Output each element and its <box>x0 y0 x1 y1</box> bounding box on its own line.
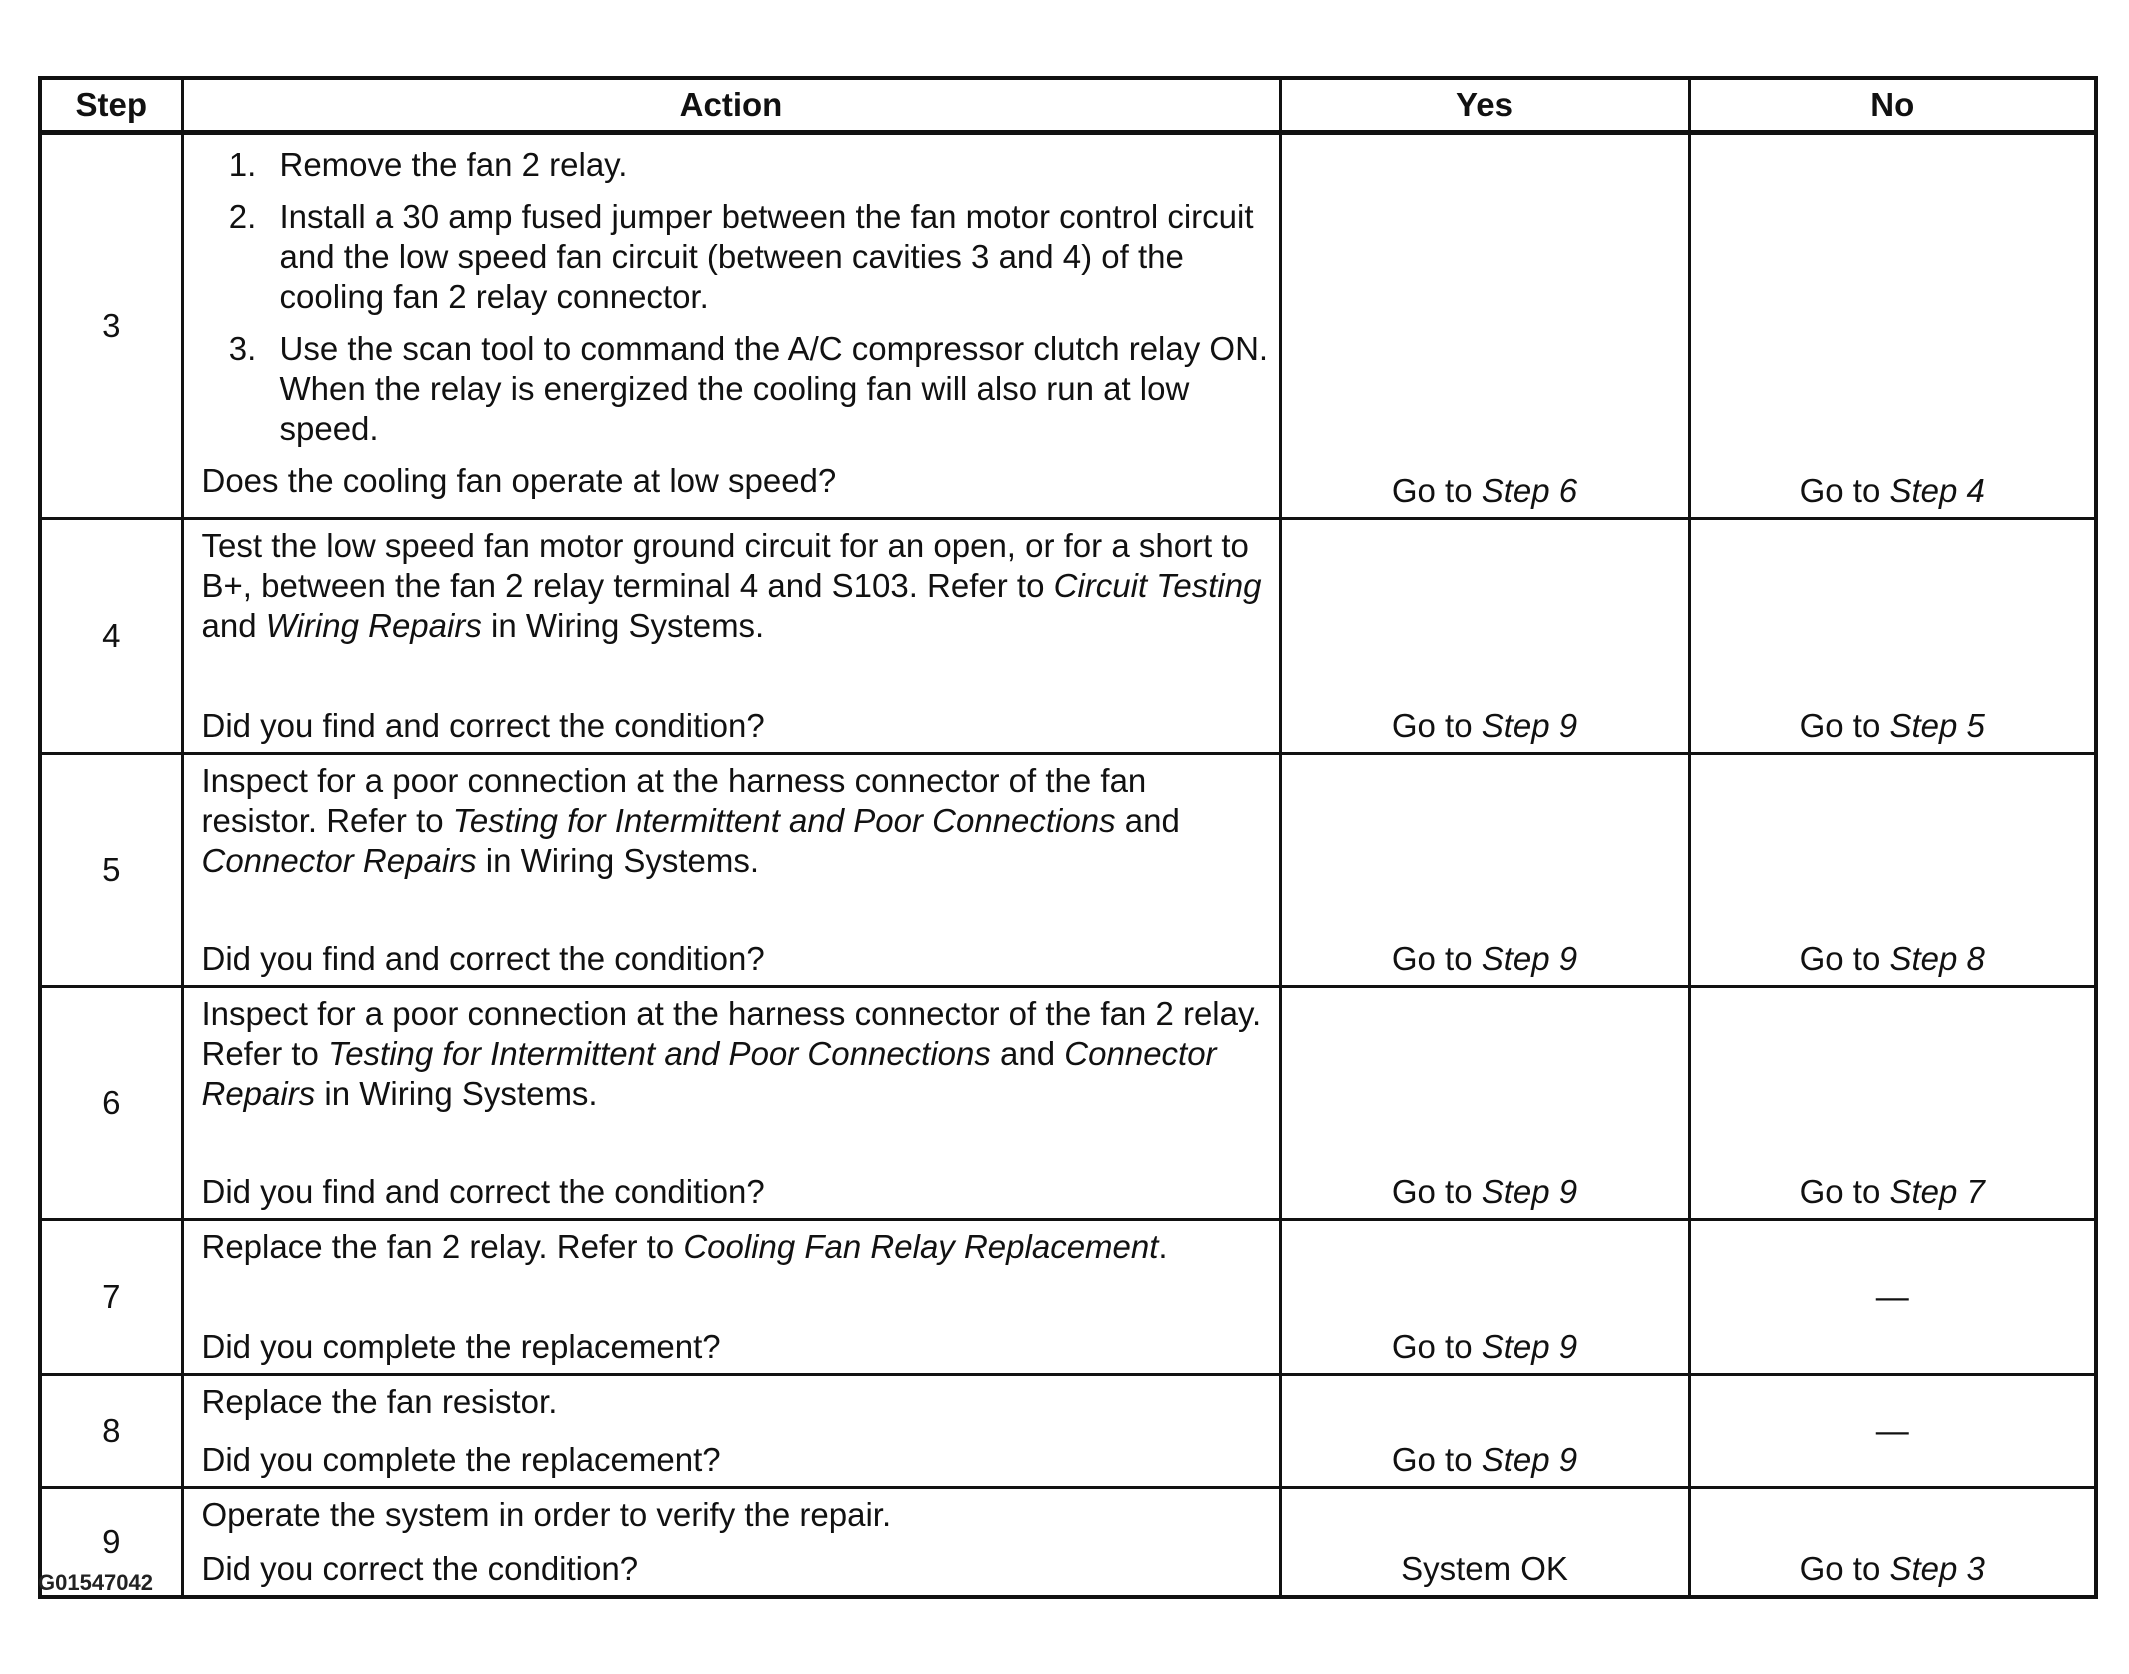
action-text-part: in Wiring Systems. <box>481 607 765 644</box>
yes-prefix: Go to <box>1391 472 1473 509</box>
no-cell: — <box>1689 1220 2096 1375</box>
action-text-part: in Wiring Systems. <box>476 842 760 879</box>
reference-title: Wiring Repairs <box>265 607 482 644</box>
header-row <box>40 78 2096 133</box>
yes-prefix: Go to <box>1391 1328 1473 1365</box>
action-text-part: Replace the fan 2 relay. Refer to <box>201 1228 684 1265</box>
action-text-part: and <box>201 607 266 644</box>
yes-cell <box>1280 987 1689 1220</box>
action-text-part: and <box>1115 802 1180 839</box>
no-prefix: Go to <box>1799 1173 1881 1210</box>
no-cell <box>1689 133 2096 519</box>
no-step-link: Step 4 <box>1889 472 1985 509</box>
action-question: Did you complete the replacement? <box>201 1441 721 1478</box>
reference-title: Connector Repairs <box>201 1035 1217 1112</box>
action-cell <box>182 1220 1280 1375</box>
action-text-part: Test the low speed fan motor ground circuit for an open, or for a short to B+, between the fan 2 relay terminal 4 and S103. Refer to <box>201 527 1249 604</box>
reference-title: Cooling Fan Relay Replacement <box>683 1228 1159 1265</box>
yes-prefix: Go to <box>1391 1441 1473 1478</box>
action-question: Does the cooling fan operate at low speed? <box>201 462 837 499</box>
table-row-step-4 <box>40 519 2096 754</box>
yes-step-link: Step 9 <box>1481 707 1578 744</box>
yes-cell <box>1280 133 1689 519</box>
action-list-item: 3. Use the scan tool to command the A/C compressor clutch relay ON. When the relay is energized the cooling fan will also run at low speed. <box>266 329 1269 449</box>
no-cell <box>1689 519 2096 754</box>
yes-cell <box>1280 1220 1689 1375</box>
action-text-part: in Wiring Systems. <box>315 1075 598 1112</box>
header-no: No <box>1689 78 2096 133</box>
action-text <box>202 1489 1269 1535</box>
action-text-part: . <box>1158 1228 1168 1265</box>
no-cell <box>1689 754 2096 987</box>
yes-cell: System OK <box>1280 1488 1689 1598</box>
no-prefix: Go to <box>1799 940 1881 977</box>
action-question: Did you find and correct the condition? <box>201 940 765 977</box>
table-row-step-5 <box>40 754 2096 987</box>
step-number: 8 <box>40 1375 182 1488</box>
no-step-link: Step 8 <box>1889 940 1985 977</box>
reference-title: Circuit Testing <box>1053 567 1262 604</box>
action-cell <box>182 133 1280 519</box>
yes-step-link: Step 9 <box>1481 1441 1578 1478</box>
action-text <box>202 520 1269 646</box>
yes-step-link: Step 9 <box>1481 1173 1578 1210</box>
action-text-part: Replace the fan resistor. <box>201 1383 558 1420</box>
action-cell <box>182 754 1280 987</box>
no-prefix: Go to <box>1799 472 1881 509</box>
header-action: Action <box>182 78 1280 133</box>
step-number: 7 <box>40 1220 182 1375</box>
no-step-link: Step 5 <box>1889 707 1985 744</box>
action-list-item: 2. Install a 30 amp fused jumper between the fan motor control circuit and the low speed fan circuit (between cavities 3 and 4) of the cooling fan 2 relay connector. <box>266 197 1269 317</box>
step-number: 9 <box>40 1488 182 1598</box>
reference-title: Connector Repairs <box>201 842 477 879</box>
table-row-step-7 <box>40 1220 2096 1375</box>
action-question: Did you correct the condition? <box>201 1550 639 1587</box>
yes-prefix: Go to <box>1391 940 1473 977</box>
no-prefix: Go to <box>1799 1550 1881 1587</box>
no-step-link: Step 3 <box>1889 1550 1985 1587</box>
action-text <box>202 988 1269 1114</box>
yes-step-link: Step 9 <box>1481 940 1578 977</box>
action-question: Did you find and correct the condition? <box>201 707 765 744</box>
reference-title: Testing for Intermittent and Poor Connections <box>452 802 1116 839</box>
step-number: 4 <box>40 519 182 754</box>
action-cell <box>182 987 1280 1220</box>
action-question: Did you complete the replacement? <box>201 1328 721 1365</box>
yes-step-link: Step 6 <box>1481 472 1578 509</box>
header-step: Step <box>40 78 182 133</box>
yes-step-link: Step 9 <box>1481 1328 1578 1365</box>
table-row-step-8 <box>40 1375 2096 1488</box>
action-text-part: Inspect for a poor connection at the harness connector of the fan resistor. Refer to <box>201 762 1147 839</box>
step-number: 5 <box>40 754 182 987</box>
no-step-link: Step 7 <box>1889 1173 1985 1210</box>
action-cell <box>182 1375 1280 1488</box>
no-prefix: Go to <box>1799 707 1881 744</box>
action-text <box>202 755 1269 881</box>
step-number: 6 <box>40 987 182 1220</box>
yes-cell <box>1280 754 1689 987</box>
no-cell <box>1689 987 2096 1220</box>
step-number: 3 <box>40 133 182 519</box>
reference-title: Testing for Intermittent and Poor Connections <box>328 1035 991 1072</box>
table-row-step-6 <box>40 987 2096 1220</box>
yes-cell <box>1280 1375 1689 1488</box>
diagnostic-table <box>38 76 2098 1599</box>
no-cell <box>1689 1488 2096 1598</box>
yes-prefix: Go to <box>1391 1173 1473 1210</box>
action-cell <box>182 1488 1280 1598</box>
yes-cell <box>1280 519 1689 754</box>
action-text-part: Operate the system in order to verify the repair. <box>201 1496 892 1533</box>
yes-prefix: Go to <box>1391 707 1473 744</box>
table-row-step-9 <box>40 1488 2096 1598</box>
action-text-part: Inspect for a poor connection at the harness connector of the fan 2 relay. Refer to <box>201 995 1262 1072</box>
action-text <box>202 1221 1269 1267</box>
action-cell <box>182 519 1280 754</box>
figure-id: G01547042 <box>38 1570 153 1595</box>
header-yes: Yes <box>1280 78 1689 133</box>
table-row-step-3 <box>40 133 2096 519</box>
action-text-part: and <box>990 1035 1065 1072</box>
no-cell: — <box>1689 1375 2096 1488</box>
action-list <box>202 145 1269 449</box>
action-text <box>202 1376 1269 1422</box>
action-list-item: 1. Remove the fan 2 relay. <box>266 145 1269 185</box>
action-question: Did you find and correct the condition? <box>201 1173 765 1210</box>
